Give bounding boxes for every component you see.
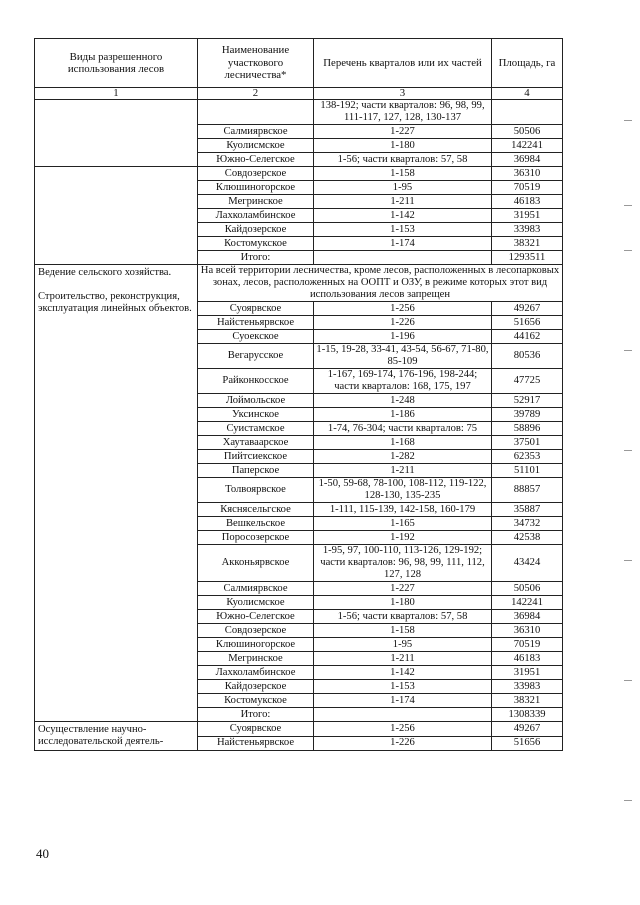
forestry-name: Найстеньярвское [198, 736, 314, 751]
area-value: 35887 [492, 503, 563, 517]
area-value [492, 100, 563, 125]
area-value: 49267 [492, 302, 563, 316]
forestry-name: Костомукское [198, 237, 314, 251]
forestry-name: Южно-Селегское [198, 610, 314, 624]
forestry-name: Салмиярвское [198, 582, 314, 596]
edge-mark [624, 450, 632, 451]
column-number: 4 [492, 88, 563, 100]
area-value: 62353 [492, 450, 563, 464]
forestry-name: Лахколамбинское [198, 666, 314, 680]
area-value: 142241 [492, 596, 563, 610]
use-type-text: Строительство, реконструкция, эксплуатация линейных объектов. [38, 291, 192, 314]
area-value: 33983 [492, 680, 563, 694]
header-row [35, 39, 563, 88]
forestry-name: Паперское [198, 464, 314, 478]
column-number: 3 [314, 88, 492, 100]
table-body [35, 39, 563, 751]
area-value: 44162 [492, 330, 563, 344]
area-value: 49267 [492, 722, 563, 737]
edge-mark [624, 250, 632, 251]
quarters-list: 1-74, 76-304; части кварталов: 75 [314, 422, 492, 436]
area-value: 88857 [492, 478, 563, 503]
table-row [35, 722, 563, 737]
area-value: 34732 [492, 517, 563, 531]
quarters-list: 1-227 [314, 582, 492, 596]
use-type-cell [35, 100, 198, 167]
area-value: 51101 [492, 464, 563, 478]
area-value: 43424 [492, 545, 563, 582]
forestry-name: Вешкельское [198, 517, 314, 531]
forest-use-table [34, 38, 563, 751]
edge-mark [624, 560, 632, 561]
use-type-cell: Осуществление научно-исследовательской деятель- [35, 722, 198, 751]
forestry-name: Суистамское [198, 422, 314, 436]
column-number: 1 [35, 88, 198, 100]
quarters-list: 1-95 [314, 638, 492, 652]
area-value: 142241 [492, 139, 563, 153]
quarters-list: 1-167, 169-174, 176-196, 198-244; части кварталов: 168, 175, 197 [314, 369, 492, 394]
table-cell [314, 708, 492, 722]
forestry-name: Куолисмское [198, 139, 314, 153]
area-value: 50506 [492, 125, 563, 139]
area-value: 33983 [492, 223, 563, 237]
quarters-list: 1-248 [314, 394, 492, 408]
forestry-name [198, 100, 314, 125]
area-value: 31951 [492, 666, 563, 680]
forestry-name: Суоекское [198, 330, 314, 344]
header-cell: Наименование участкового лесничества* [198, 39, 314, 88]
quarters-list: 1-211 [314, 464, 492, 478]
use-type-cell [35, 167, 198, 265]
territory-note: На всей территории лесничества, кроме лесов, расположенных в лесопарковых зонах, лесов, расположенных на ООПТ и ОЗУ, в режиме которых этот вид использования лесов запрещен [198, 265, 563, 302]
area-value: 70519 [492, 181, 563, 195]
quarters-list: 1-168 [314, 436, 492, 450]
use-type-text: Ведение сельского хозяйства. [38, 267, 172, 278]
quarters-list: 1-50, 59-68, 78-100, 108-112, 119-122, 128-130, 135-235 [314, 478, 492, 503]
forestry-name: Мегринское [198, 652, 314, 666]
edge-mark [624, 680, 632, 681]
quarters-list: 1-256 [314, 302, 492, 316]
forestry-name: Суоярвское [198, 302, 314, 316]
quarters-list: 1-211 [314, 195, 492, 209]
forestry-name: Вегарусское [198, 344, 314, 369]
forestry-name: Совдозерское [198, 624, 314, 638]
forestry-name: Хаутаваарское [198, 436, 314, 450]
area-value: 38321 [492, 237, 563, 251]
area-value: 37501 [492, 436, 563, 450]
quarters-list: 1-180 [314, 596, 492, 610]
area-value: 31951 [492, 209, 563, 223]
forestry-name: Салмиярвское [198, 125, 314, 139]
quarters-list: 1-227 [314, 125, 492, 139]
forestry-name: Лахколамбинское [198, 209, 314, 223]
area-value: 36984 [492, 610, 563, 624]
area-value: 47725 [492, 369, 563, 394]
quarters-list: 1-186 [314, 408, 492, 422]
area-value: 42538 [492, 531, 563, 545]
forestry-name: Костомукское [198, 694, 314, 708]
edge-mark [624, 350, 632, 351]
forestry-name: Пийтсиекское [198, 450, 314, 464]
forestry-name: Найстеньярвское [198, 316, 314, 330]
quarters-list: 1-226 [314, 316, 492, 330]
forestry-name: Клюшиногорское [198, 181, 314, 195]
quarters-list: 1-174 [314, 237, 492, 251]
header-cell: Перечень кварталов или их частей [314, 39, 492, 88]
area-value: 38321 [492, 694, 563, 708]
area-value: 58896 [492, 422, 563, 436]
header-cell: Площадь, га [492, 39, 563, 88]
quarters-list: 1-142 [314, 209, 492, 223]
quarters-list: 1-153 [314, 223, 492, 237]
header-cell: Виды разрешенного использования лесов [35, 39, 198, 88]
total-label: Итого: [198, 251, 314, 265]
edge-mark [624, 205, 632, 206]
total-value: 1308339 [492, 708, 563, 722]
quarters-list: 1-196 [314, 330, 492, 344]
forestry-name: Уксинское [198, 408, 314, 422]
quarters-list: 1-192 [314, 531, 492, 545]
forestry-name: Совдозерское [198, 167, 314, 181]
column-number: 2 [198, 88, 314, 100]
area-value: 36310 [492, 167, 563, 181]
forestry-name: Куолисмское [198, 596, 314, 610]
quarters-list: 1-95, 97, 100-110, 113-126, 129-192; части кварталов: 96, 98, 99, 111, 112, 127, 128 [314, 545, 492, 582]
edge-mark [624, 800, 632, 801]
forestry-name: Поросозерское [198, 531, 314, 545]
quarters-list: 1-158 [314, 167, 492, 181]
quarters-list: 1-282 [314, 450, 492, 464]
forestry-name: Мегринское [198, 195, 314, 209]
forestry-name: Лоймольское [198, 394, 314, 408]
area-value: 50506 [492, 582, 563, 596]
edge-mark [624, 120, 632, 121]
area-value: 46183 [492, 195, 563, 209]
table-row [35, 265, 563, 302]
total-label: Итого: [198, 708, 314, 722]
area-value: 51656 [492, 736, 563, 751]
table-row [35, 167, 563, 181]
forestry-name: Суоярвское [198, 722, 314, 737]
quarters-list: 1-15, 19-28, 33-41, 43-54, 56-67, 71-80, 85-109 [314, 344, 492, 369]
forestry-name: Южно-Селегское [198, 153, 314, 167]
use-type-cell [35, 265, 198, 722]
area-value: 36310 [492, 624, 563, 638]
quarters-list: 1-153 [314, 680, 492, 694]
area-value: 46183 [492, 652, 563, 666]
forestry-name: Райконкосское [198, 369, 314, 394]
area-value: 39789 [492, 408, 563, 422]
quarters-list: 138-192; части кварталов: 96, 98, 99, 111-117, 127, 128, 130-137 [314, 100, 492, 125]
quarters-list: 1-226 [314, 736, 492, 751]
page-number: 40 [36, 846, 49, 861]
table-cell [314, 251, 492, 265]
quarters-list: 1-158 [314, 624, 492, 638]
area-value: 52917 [492, 394, 563, 408]
table-row [35, 100, 563, 125]
forestry-name: Кайдозерское [198, 680, 314, 694]
quarters-list: 1-180 [314, 139, 492, 153]
forestry-name: Кяснясельгское [198, 503, 314, 517]
quarters-list: 1-256 [314, 722, 492, 737]
area-value: 70519 [492, 638, 563, 652]
forestry-name: Акконьярвское [198, 545, 314, 582]
quarters-list: 1-56; части кварталов: 57, 58 [314, 610, 492, 624]
forestry-name: Клюшиногорское [198, 638, 314, 652]
quarters-list: 1-174 [314, 694, 492, 708]
area-value: 51656 [492, 316, 563, 330]
quarters-list: 1-142 [314, 666, 492, 680]
quarters-list: 1-111, 115-139, 142-158, 160-179 [314, 503, 492, 517]
area-value: 36984 [492, 153, 563, 167]
quarters-list: 1-95 [314, 181, 492, 195]
quarters-list: 1-211 [314, 652, 492, 666]
quarters-list: 1-56; части кварталов: 57, 58 [314, 153, 492, 167]
quarters-list: 1-165 [314, 517, 492, 531]
forestry-name: Кайдозерское [198, 223, 314, 237]
total-value: 1293511 [492, 251, 563, 265]
area-value: 80536 [492, 344, 563, 369]
column-number-row [35, 88, 563, 100]
forestry-name: Толвоярвское [198, 478, 314, 503]
document-page [34, 38, 562, 751]
